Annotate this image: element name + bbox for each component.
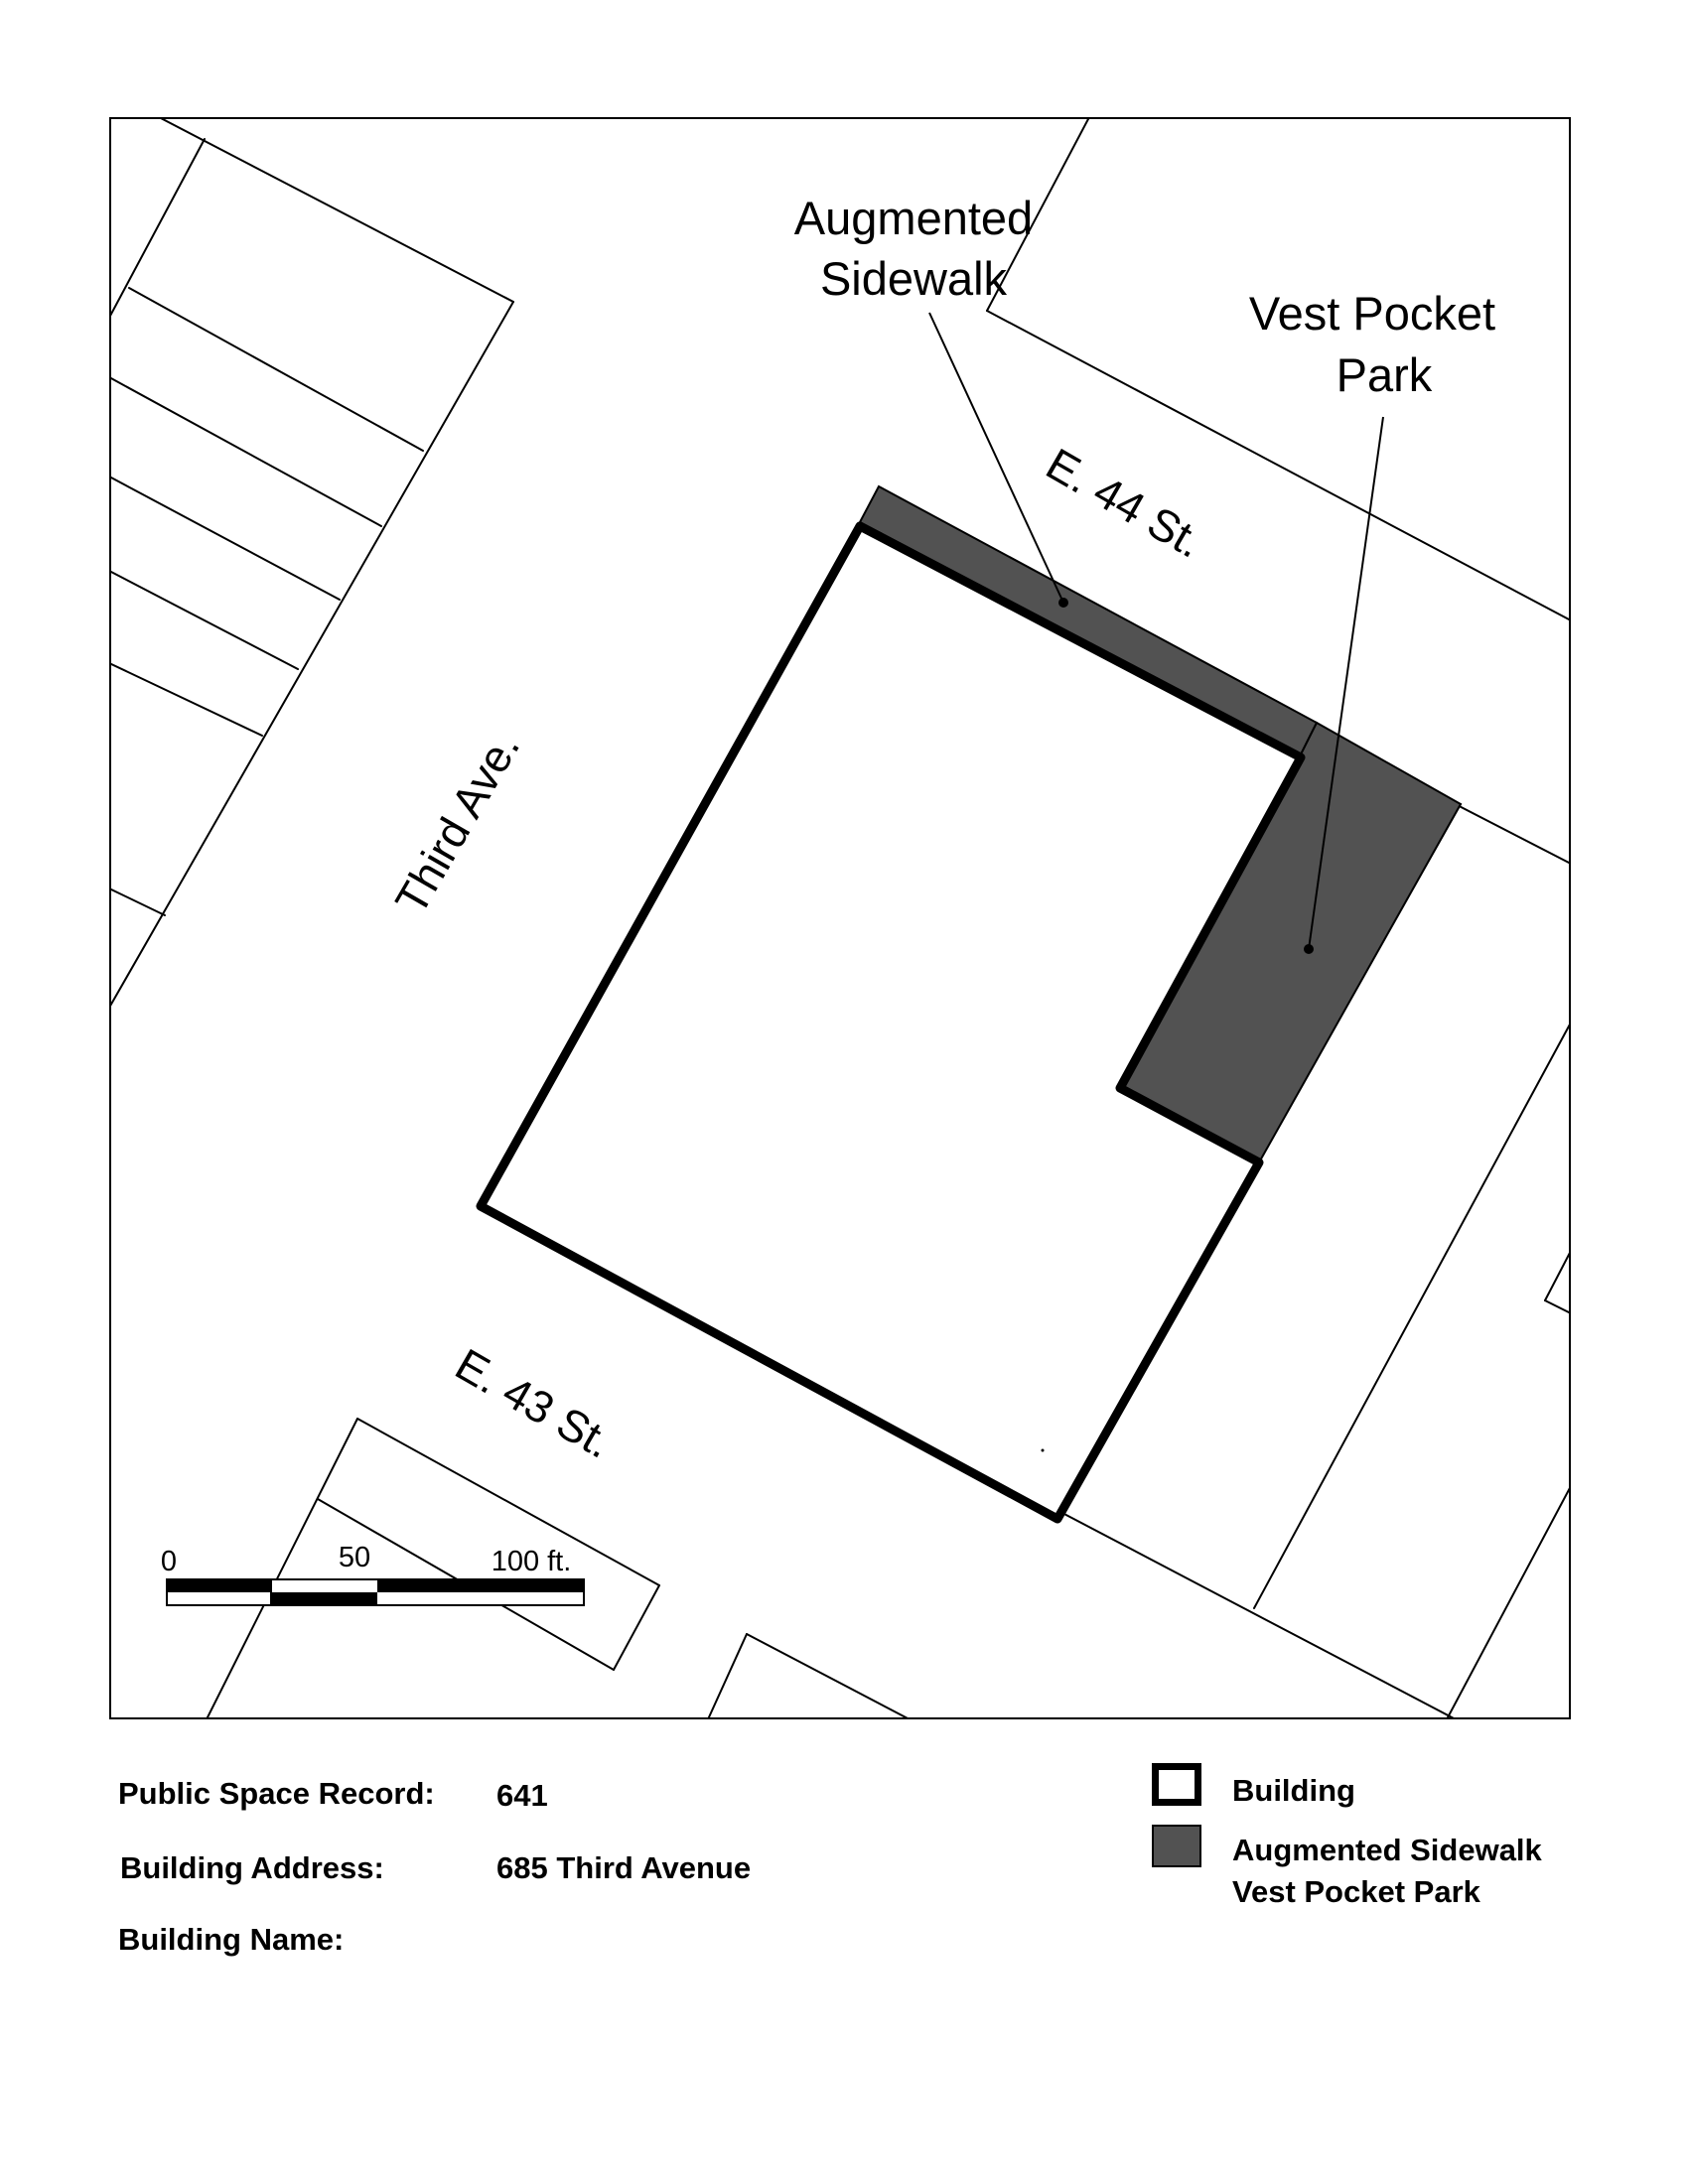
vest-pocket-park-callout-line2: Park [1336, 348, 1433, 401]
vest-pocket-park-leader-dot [1304, 944, 1314, 954]
tax-lot-map [109, 117, 1571, 1719]
augmented-sidewalk-leader-dot [1058, 598, 1068, 608]
record-label: Public Space Record: [118, 1776, 435, 1811]
address-value: 685 Third Avenue [496, 1850, 752, 1885]
augmented-sidewalk-callout-line2: Sidewalk [819, 252, 1008, 305]
legend-public-space-label-line1: Augmented Sidewalk [1232, 1833, 1542, 1867]
map-speck [1042, 1449, 1045, 1452]
legend-building-label: Building [1232, 1773, 1355, 1808]
building-name-label: Building Name: [118, 1922, 345, 1957]
augmented-sidewalk-callout-line1: Augmented [793, 192, 1034, 244]
scale-tick-100: 100 ft. [491, 1546, 572, 1577]
vest-pocket-park-callout-line1: Vest Pocket [1248, 287, 1496, 340]
legend-building-swatch [1152, 1763, 1201, 1806]
scale-tick-50: 50 [338, 1542, 371, 1573]
scale-bar [161, 1542, 584, 1605]
legend-public-space-label-line2: Vest Pocket Park [1232, 1874, 1480, 1909]
scale-tick-0: 0 [160, 1546, 178, 1577]
street-label-e44: E. 44 St. [1038, 438, 1212, 568]
record-value: 641 [496, 1778, 548, 1813]
legend-public-space-swatch [1152, 1825, 1201, 1867]
street-label-third-ave: Third Ave. [385, 724, 530, 923]
street-label-e43: E. 43 St. [447, 1338, 622, 1468]
address-label: Building Address: [120, 1850, 384, 1885]
